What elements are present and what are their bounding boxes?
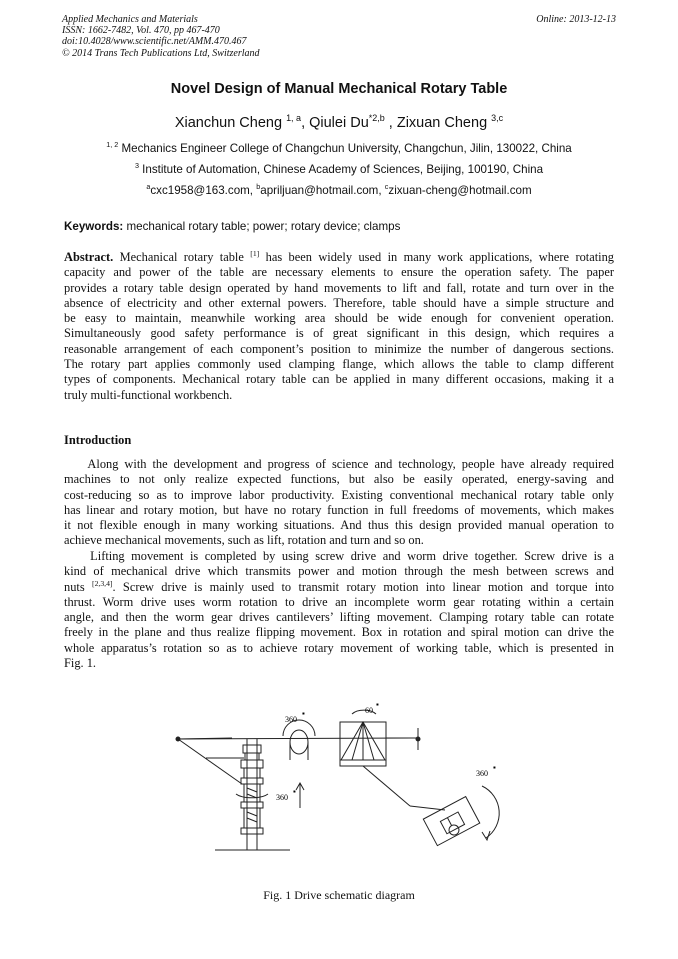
label-360-right: 360	[476, 769, 488, 778]
column-block-6	[244, 784, 260, 802]
table-plate	[423, 797, 479, 846]
intro-text: . Screw drive is mainly used to transmit rotary motion into linear motion and torque into	[112, 579, 614, 594]
rotary-table	[423, 797, 479, 846]
intro-line: thrust. Worm drive uses worm rotation to drive an incomplete worm gear rotating within a certain	[64, 594, 614, 609]
worm-ellipse	[290, 730, 308, 754]
cone-line	[363, 722, 374, 760]
author-2: , Qiulei Du	[301, 115, 369, 131]
affiliation-1-text: Mechanics Engineer College of Changchun University, Changchun, Jilin, 130022, China	[118, 142, 572, 155]
abstract-line: be easy to maintain, meanwhile working area should be wide enough for convenient operation.	[64, 311, 614, 326]
degree-mark-mid: ▪	[293, 787, 296, 796]
doi-line: doi:10.4028/www.scientific.net/AMM.470.467	[62, 36, 247, 48]
arm-line	[363, 766, 410, 806]
abstract-line: truly multi-functional workbench.	[64, 387, 233, 402]
intro-line: kind of mechanical drive which transmits power and motion through the mesh between screws and	[64, 564, 614, 579]
cone-line	[352, 722, 363, 760]
table-rotation-arc	[482, 786, 499, 838]
abstract-text-a: Mechanical rotary table	[113, 250, 251, 264]
abstract-line: provides a rotary table design operated by hand movements to lift and fall, rotate and turn over in the	[64, 280, 614, 295]
column-block-4	[244, 768, 260, 778]
intro-line: cost-reducing so as to improve labor productivity. Existing conventional mechanical rotary table only	[64, 487, 614, 502]
label-360-mid: 360	[276, 793, 288, 802]
lower-link-line	[178, 739, 242, 784]
email-a-mark: a	[146, 182, 151, 192]
table-rotation-arrow	[482, 831, 490, 840]
thread-line	[247, 818, 257, 822]
online-date: Online: 2013-12-13	[536, 14, 616, 25]
issn-line: ISSN: 1662-7482, Vol. 470, pp 467-470	[62, 25, 220, 37]
table-inner-plate	[440, 812, 464, 834]
column-block-1	[243, 745, 261, 753]
abstract-line: Simultaneously good safety performance is of great significant in this design, which requires a	[64, 326, 614, 341]
author-3-affil: 3,c	[491, 113, 504, 124]
thread-line	[247, 788, 257, 792]
degree-mark-60: ▪	[376, 700, 379, 709]
author-1-affil: 1, a	[286, 113, 302, 124]
column-block-5	[241, 778, 263, 784]
affiliation-2-text: Institute of Automation, Chinese Academy of Sciences, Beijing, 100190, China	[138, 163, 544, 176]
journal-name: Applied Mechanics and Materials	[62, 14, 198, 25]
intro-line: whole apparatus’s rotation so as to achieve rotary movement of working table, which is presented in	[64, 640, 614, 655]
keywords-text: mechanical rotary table; power; rotary device; clamps	[123, 220, 401, 233]
column-block-8	[244, 808, 260, 828]
right-pivot-joint	[416, 737, 420, 741]
intro-line: angle, and then the worm gear drives cantilevers’ lifting movement. Clamping rotary table can rotate	[64, 610, 614, 625]
email-b-mark: b	[256, 182, 261, 192]
abstract-line: absence of electricity and other external powers. Therefore, table should have a simple structure and	[64, 295, 614, 310]
email-c-mark: c	[384, 182, 389, 192]
author-3: , Zixuan Cheng	[384, 115, 492, 131]
abstract-line: The rotary part applies commonly used clamping flange, which allows the table to clamp different	[64, 357, 614, 372]
abstract-text-b: has been widely used in many work applications, where rotating	[259, 250, 614, 264]
abstract-ref: [1]	[250, 248, 260, 258]
affiliation-2-mark: 3	[134, 161, 139, 171]
intro-line: it not flexible enough in many working situations. And thus this design provided manual operation to	[64, 518, 614, 533]
copyright-line: © 2014 Trans Tech Publications Ltd, Switzerland	[62, 47, 260, 59]
intro-ref: [2,3,4]	[92, 578, 113, 588]
arm-link	[410, 806, 445, 810]
intro-line: Fig. 1.	[64, 656, 97, 671]
label-360-top: 360	[285, 715, 297, 724]
abstract-line: reasonable arrangement of each component’s position to minimize the number of dangerous sections.	[64, 341, 614, 356]
column-block-3	[241, 760, 263, 768]
table-clamp-line	[447, 818, 451, 826]
degree-mark-right: ▪	[493, 763, 496, 772]
email-b: apriljuan@hotmail.com,	[260, 184, 385, 197]
figure-caption: Fig. 1 Drive schematic diagram	[263, 888, 415, 902]
email-a: cxc1958@163.com,	[150, 184, 257, 197]
column-block-7	[241, 802, 263, 808]
intro-line: machines to not only realize expected functions, but also be easily operated, energy-saving and	[64, 472, 614, 487]
author-1: Xianchun Cheng	[174, 115, 287, 131]
intro-line: achieve mechanical movements, such as lift, rotation and turn and so on.	[64, 533, 424, 548]
email-c: zixuan-cheng@hotmail.com	[388, 184, 532, 197]
degree-mark-top: ▪	[302, 709, 305, 718]
affiliation-1-mark: 1, 2	[106, 140, 119, 150]
column-block-9	[241, 828, 263, 834]
label-60: 60	[365, 706, 373, 715]
thread-line	[247, 812, 257, 816]
section-heading-introduction: Introduction	[64, 433, 132, 447]
keywords-label: Keywords:	[64, 220, 124, 233]
abstract-label: Abstract.	[64, 250, 114, 264]
author-2-affil: *2,b	[368, 113, 385, 124]
abstract-line: capacity and power of the table are necessary elements to ensure the operation safety. The paper	[64, 265, 614, 280]
intro-text: nuts	[64, 579, 93, 594]
intro-line: has linear and rotary motion, but have no rotary function in full freedoms of movements, which makes	[64, 502, 614, 517]
intro-line: freely in the plane and thus realize flipping movement. Box in rotation and spiral motion can drive the	[64, 625, 614, 640]
intro-line: Lifting movement is completed by using screw drive and worm drive together. Screw drive is a	[64, 549, 614, 563]
intro-line: Along with the development and progress of science and technology, people have already required	[64, 457, 614, 471]
abstract-line: types of components. Mechanical rotary table can be applied in many different occasions, making it a	[64, 372, 614, 387]
paper-title: Novel Design of Manual Mechanical Rotary Table	[170, 81, 508, 97]
